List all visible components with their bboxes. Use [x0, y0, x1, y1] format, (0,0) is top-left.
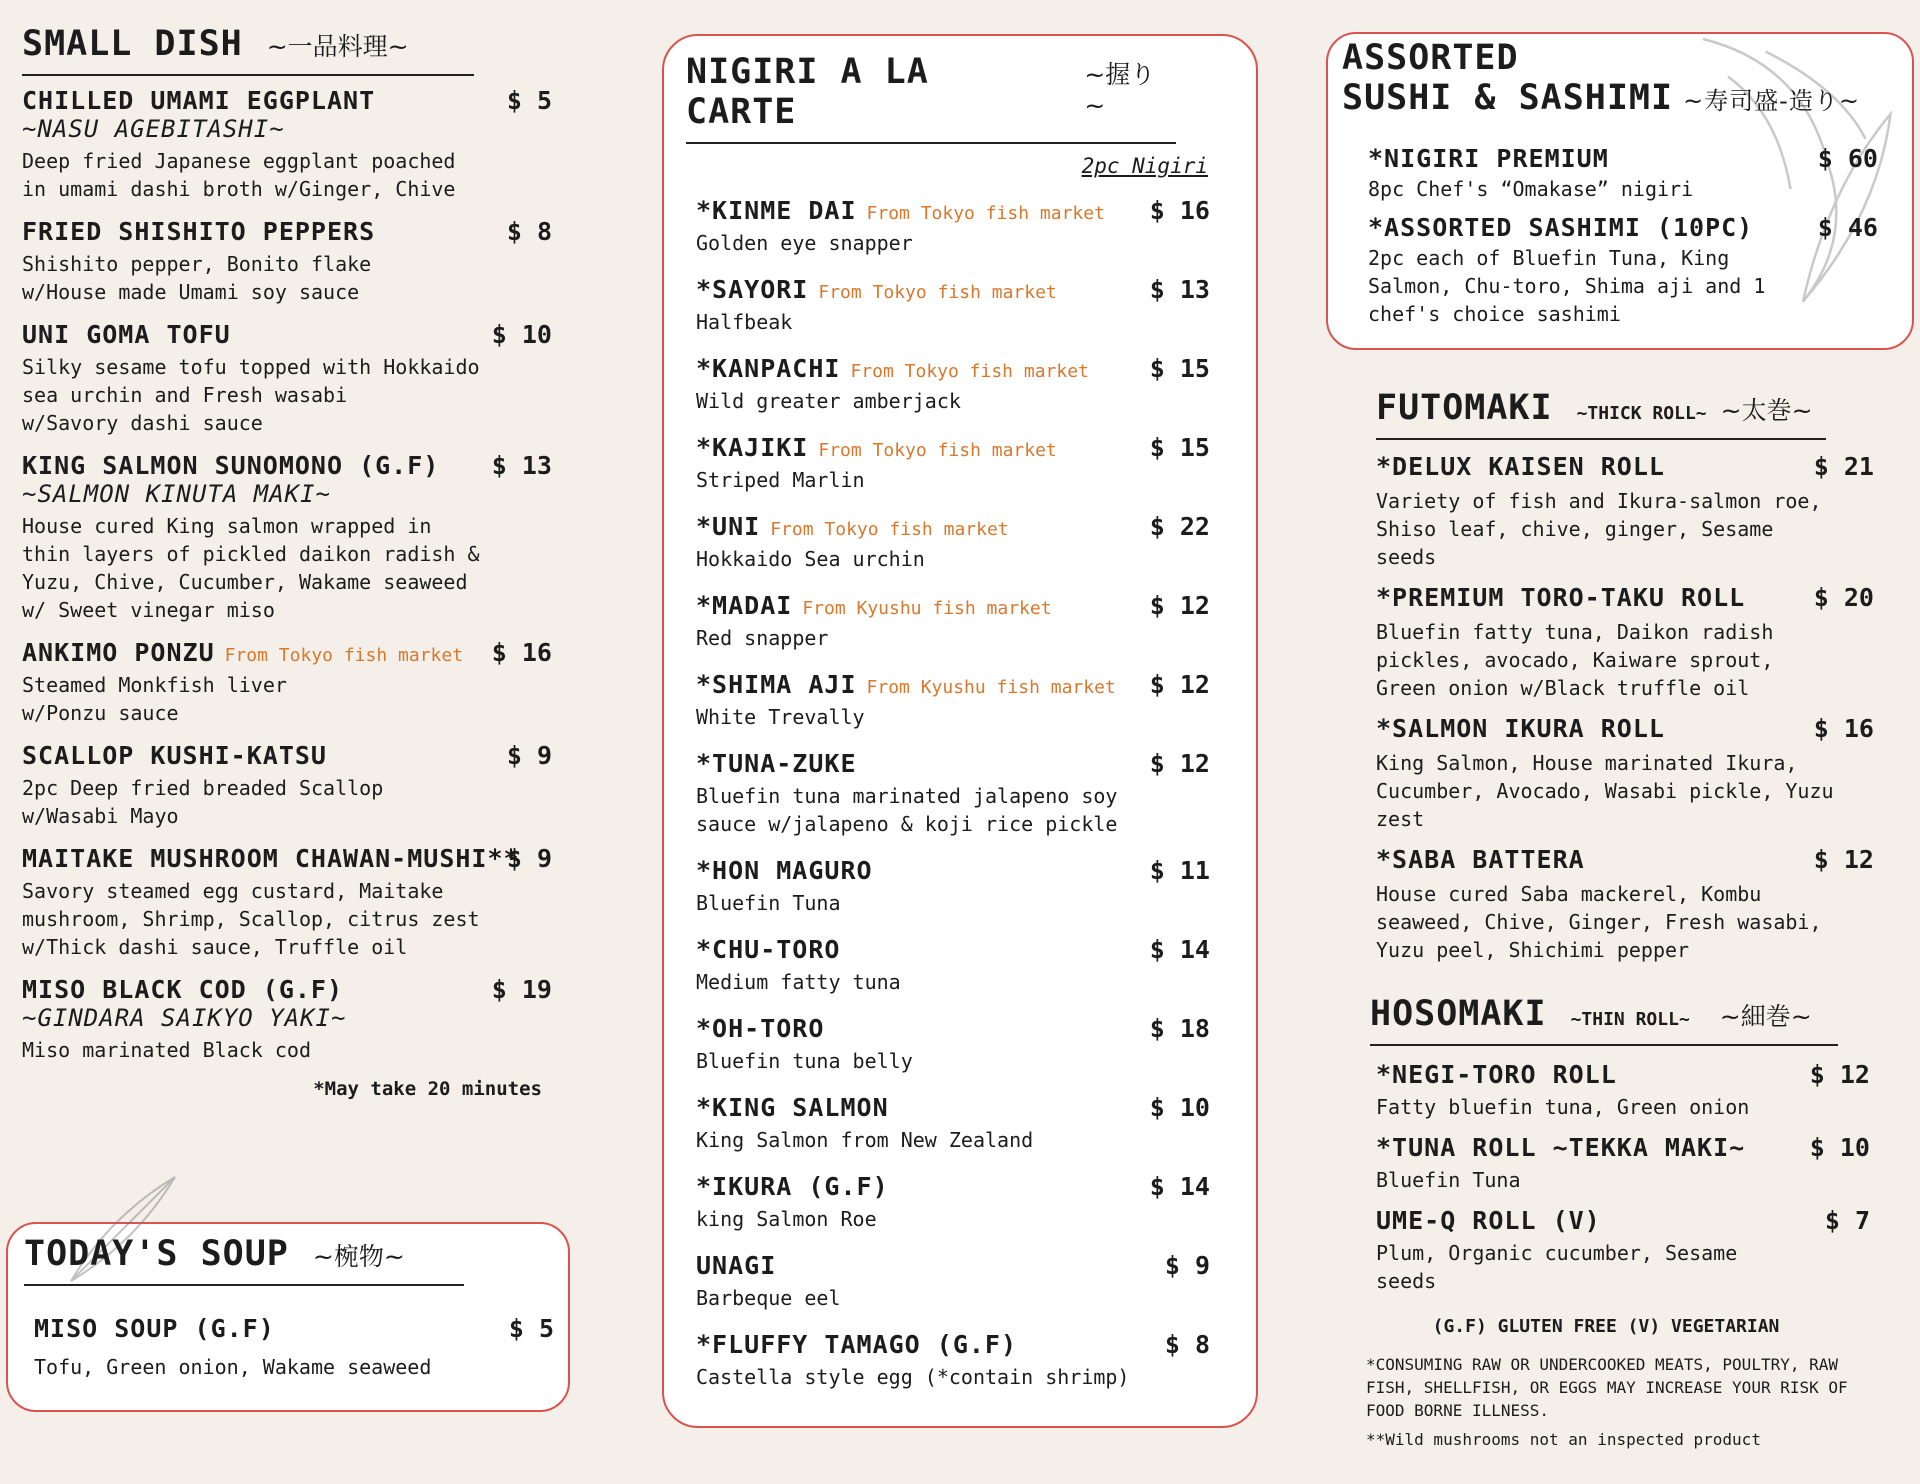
soup-item-price: $ 5	[508, 1314, 554, 1343]
description-line: Medium fatty tuna	[696, 970, 901, 994]
menu-item-name: SCALLOP KUSHI-KATSU	[22, 741, 327, 770]
description-line: Striped Marlin	[696, 468, 865, 492]
description-line: pickles, avocado, Kaiware sprout,	[1376, 648, 1774, 672]
description-line: seeds	[1376, 1269, 1437, 1293]
description-line: Deep fried Japanese eggplant poached	[22, 149, 456, 173]
menu-item-name: KING SALMON SUNOMONO (G.F)	[22, 451, 440, 480]
menu-item-price: $ 15	[1149, 433, 1210, 462]
menu-item-name: *KINME DAI From Tokyo fish market	[696, 196, 1105, 225]
description-line: sauce w/jalapeno & koji rice pickle	[696, 812, 1118, 836]
menu-item-price: $ 14	[1149, 1172, 1210, 1201]
description-line: Green onion w/Black truffle oil	[1376, 676, 1750, 700]
futomaki-sub: ~THICK ROLL~	[1576, 403, 1707, 424]
fish-market-label: From Kyushu fish market	[802, 598, 1052, 619]
description-line: Bluefin tuna marinated jalapeno soy	[696, 784, 1118, 808]
menu-item-price: $ 19	[491, 975, 552, 1004]
menu-item-name: *IKURA (G.F)	[696, 1172, 889, 1201]
fish-market-label: From Tokyo fish market	[224, 645, 464, 666]
description-line: Bluefin tuna belly	[696, 1049, 913, 1073]
menu-item	[22, 320, 552, 437]
menu-item-price: $ 7	[1824, 1206, 1870, 1235]
description-line: Variety of fish and Ikura-salmon roe,	[1376, 489, 1822, 513]
menu-item-description	[696, 387, 1210, 415]
menu-item-name: *KING SALMON	[696, 1093, 889, 1122]
assorted-list	[1368, 144, 1878, 338]
menu-item-name: *SALMON IKURA ROLL	[1376, 714, 1665, 743]
small-dish-note: *May take 20 minutes	[313, 1078, 542, 1100]
menu-item-name: CHILLED UMAMI EGGPLANT	[22, 86, 376, 115]
description-line: Steamed Monkfish liver	[22, 673, 287, 697]
description-line: Miso marinated Black cod	[22, 1038, 311, 1062]
menu-item-name: MISO BLACK COD (G.F)	[22, 975, 344, 1004]
menu-item	[696, 354, 1210, 415]
menu-item-description	[1376, 618, 1874, 702]
menu-item-price: $ 11	[1149, 856, 1210, 885]
menu-item-description	[1376, 487, 1874, 571]
menu-item-description	[22, 1036, 552, 1064]
description-line: chef's choice sashimi	[1368, 302, 1621, 326]
fish-market-label: From Tokyo fish market	[818, 282, 1057, 303]
menu-item-description	[22, 250, 552, 306]
menu-item-name: *ASSORTED SASHIMI (10PC)	[1368, 213, 1754, 242]
menu-item	[22, 844, 552, 961]
soup-section	[6, 1222, 570, 1412]
menu-item-price: $ 20	[1813, 583, 1874, 612]
description-line: Golden eye snapper	[696, 231, 913, 255]
description-line: w/ Sweet vinegar miso	[22, 598, 275, 622]
nigiri-list	[696, 196, 1210, 1391]
menu-item	[696, 591, 1210, 652]
nigiri-header	[686, 52, 1176, 144]
menu-item-description	[22, 147, 552, 203]
description-line: House cured King salmon wrapped in	[22, 514, 432, 538]
menu-item-description	[696, 1126, 1210, 1154]
menu-item-description	[1376, 749, 1874, 833]
description-line: in umami dashi broth w/Ginger, Chive	[22, 177, 456, 201]
menu-item	[696, 856, 1210, 917]
menu-item-description	[696, 545, 1210, 573]
menu-item-name: ANKIMO PONZU From Tokyo fish market	[22, 638, 464, 667]
futomaki-list	[1376, 452, 1874, 964]
hosomaki-header	[1370, 994, 1838, 1046]
menu-item-description	[22, 877, 552, 961]
menu-item-subtitle: ~SALMON KINUTA MAKI~	[22, 480, 331, 508]
legend: (G.F) GLUTEN FREE (V) VEGETARIAN	[1432, 1316, 1780, 1337]
menu-item-name: UNAGI	[696, 1251, 777, 1280]
description-line: w/House made Umami soy sauce	[22, 280, 360, 304]
menu-item-description	[696, 889, 1210, 917]
menu-item	[1376, 1206, 1870, 1295]
description-line: Castella style egg (*contain shrimp)	[696, 1365, 1130, 1389]
menu-item	[696, 512, 1210, 573]
menu-item-description	[1368, 244, 1878, 328]
soup-jp: ~椀物~	[312, 1242, 405, 1271]
warning-line: FISH, SHELLFISH, OR EGGS MAY INCREASE YOUR RISK OF	[1366, 1378, 1848, 1397]
menu-item-price: $ 8	[1164, 1330, 1210, 1359]
menu-item-name: *FLUFFY TAMAGO (G.F)	[696, 1330, 1018, 1359]
menu-item	[696, 196, 1210, 257]
menu-item-name: UNI GOMA TOFU	[22, 320, 231, 349]
description-line: Savory steamed egg custard, Maitake	[22, 879, 444, 903]
menu-item	[1376, 583, 1874, 702]
hosomaki-jp: ~細巻~	[1719, 1002, 1812, 1031]
futomaki-jp: ~太巻~	[1720, 396, 1813, 425]
futomaki-header	[1376, 388, 1826, 440]
nigiri-section	[662, 34, 1258, 1428]
menu-item-name: *UNI From Tokyo fish market	[696, 512, 1009, 541]
small-dish-jp: ~一品料理~	[266, 32, 409, 61]
hosomaki-sub: ~THIN ROLL~	[1570, 1009, 1690, 1030]
description-line: Wild greater amberjack	[696, 389, 961, 413]
menu-item	[696, 1172, 1210, 1233]
menu-item-name: *OH-TORO	[696, 1014, 825, 1043]
warning-line: *CONSUMING RAW OR UNDERCOOKED MEATS, POULTRY, RAW	[1366, 1355, 1839, 1374]
menu-item	[696, 1251, 1210, 1312]
description-line: Salmon, Chu-toro, Shima aji and 1	[1368, 274, 1766, 298]
menu-item-price: $ 13	[491, 451, 552, 480]
description-line: Hokkaido Sea urchin	[696, 547, 925, 571]
assorted-section	[1326, 32, 1914, 350]
menu-item-description	[22, 512, 552, 624]
menu-item-description	[696, 968, 1210, 996]
menu-item-description	[696, 229, 1210, 257]
menu-item	[1376, 452, 1874, 571]
menu-item-name: *TUNA ROLL ~TEKKA MAKI~	[1376, 1133, 1746, 1162]
fish-market-label: From Tokyo fish market	[866, 203, 1105, 224]
assorted-header	[1342, 38, 1860, 121]
description-line: Plum, Organic cucumber, Sesame	[1376, 1241, 1738, 1265]
menu-item-price: $ 10	[1809, 1133, 1870, 1162]
menu-item-description	[696, 1047, 1210, 1075]
menu-item-name: *SAYORI From Tokyo fish market	[696, 275, 1057, 304]
fish-market-label: From Tokyo fish market	[850, 361, 1089, 382]
menu-item-description	[696, 703, 1210, 731]
menu-item-price: $ 13	[1149, 275, 1210, 304]
menu-item	[22, 86, 552, 203]
menu-item	[696, 935, 1210, 996]
description-line: Bluefin Tuna	[696, 891, 841, 915]
soup-item	[34, 1314, 554, 1381]
menu-item	[696, 1093, 1210, 1154]
futomaki-title: FUTOMAKI	[1376, 388, 1553, 428]
menu-item	[22, 638, 552, 727]
menu-item-name: *TUNA-ZUKE	[696, 749, 857, 778]
menu-item-description	[696, 466, 1210, 494]
menu-item	[22, 451, 552, 624]
menu-item-description	[1368, 175, 1878, 203]
nigiri-subtitle: 2pc Nigiri	[1081, 154, 1208, 178]
description-line: Halfbeak	[696, 310, 793, 334]
menu-item-price: $ 22	[1149, 512, 1210, 541]
menu-item-price: $ 12	[1809, 1060, 1870, 1089]
description-line: w/Thick dashi sauce, Truffle oil	[22, 935, 408, 959]
fish-market-label: From Kyushu fish market	[866, 677, 1116, 698]
menu-item-name: *NEGI-TORO ROLL	[1376, 1060, 1617, 1089]
menu-item-name: *KAJIKI From Tokyo fish market	[696, 433, 1057, 462]
fish-market-label: From Tokyo fish market	[818, 440, 1057, 461]
menu-item-price: $ 60	[1817, 144, 1878, 173]
menu-item-price: $ 10	[491, 320, 552, 349]
warning-line: FOOD BORNE ILLNESS.	[1366, 1401, 1550, 1420]
menu-item-price: $ 9	[506, 741, 552, 770]
menu-item-price: $ 15	[1149, 354, 1210, 383]
menu-item-price: $ 12	[1149, 591, 1210, 620]
description-line: seeds	[1376, 545, 1437, 569]
menu-item-name: *PREMIUM TORO-TAKU ROLL	[1376, 583, 1746, 612]
menu-item-subtitle: ~GINDARA SAIKYO YAKI~	[22, 1004, 347, 1032]
description-line: w/Wasabi Mayo	[22, 804, 179, 828]
futomaki-section	[1376, 388, 1876, 976]
description-line: Shishito pepper, Bonito flake	[22, 252, 372, 276]
description-line: king Salmon Roe	[696, 1207, 877, 1231]
menu-item-price: $ 9	[506, 844, 552, 873]
menu-item-description	[1376, 1093, 1870, 1121]
description-line: Shiso leaf, chive, ginger, Sesame	[1376, 517, 1774, 541]
assorted-title-line1: ASSORTED	[1342, 38, 1519, 78]
nigiri-title: NIGIRI A LA CARTE	[686, 52, 929, 132]
menu-item-description	[22, 353, 552, 437]
menu-item-price: $ 16	[1813, 714, 1874, 743]
description-line: zest	[1376, 807, 1425, 831]
menu-item-description	[1376, 880, 1874, 964]
description-line: 8pc Chef's “Omakase” nigiri	[1368, 177, 1694, 201]
assorted-jp: ~寿司盛-造り~	[1683, 87, 1860, 115]
description-line: Yuzu, Chive, Cucumber, Wakame seaweed	[22, 570, 468, 594]
small-dish-title: SMALL DISH	[22, 24, 243, 64]
description-line: House cured Saba mackerel, Kombu	[1376, 882, 1762, 906]
raw-food-warning	[1366, 1353, 1906, 1422]
description-line: 2pc Deep fried breaded Scallop	[22, 776, 384, 800]
fish-market-label: From Tokyo fish market	[770, 519, 1009, 540]
assorted-title-line2: SUSHI & SASHIMI	[1342, 78, 1674, 118]
menu-item	[1376, 714, 1874, 833]
description-line: White Trevally	[696, 705, 865, 729]
menu-item	[22, 741, 552, 830]
menu-item-description	[22, 671, 552, 727]
menu-item	[1368, 213, 1878, 328]
menu-item	[696, 433, 1210, 494]
menu-item-price: $ 16	[1149, 196, 1210, 225]
hosomaki-list	[1376, 1060, 1870, 1295]
menu-item-description	[696, 1205, 1210, 1233]
small-dish-header	[22, 24, 474, 76]
description-line: Cucumber, Avocado, Wasabi pickle, Yuzu	[1376, 779, 1834, 803]
nigiri-jp: ~握り~	[1084, 60, 1156, 120]
description-line: seaweed, Chive, Ginger, Fresh wasabi,	[1376, 910, 1822, 934]
menu-item-description	[696, 308, 1210, 336]
menu-item	[696, 275, 1210, 336]
menu-item	[696, 670, 1210, 731]
description-line: Bluefin fatty tuna, Daikon radish	[1376, 620, 1774, 644]
description-line: King Salmon, House marinated Ikura,	[1376, 751, 1798, 775]
menu-item	[696, 749, 1210, 838]
menu-item-name: *NIGIRI PREMIUM	[1368, 144, 1609, 173]
menu-item-price: $ 12	[1149, 670, 1210, 699]
menu-item	[1376, 1060, 1870, 1121]
menu-item-name: UME-Q ROLL (V)	[1376, 1206, 1601, 1235]
description-line: Red snapper	[696, 626, 829, 650]
hosomaki-section	[1370, 994, 1870, 1307]
description-line: w/Ponzu sauce	[22, 701, 179, 725]
description-line: thin layers of pickled daikon radish &	[22, 542, 480, 566]
menu-item-description	[696, 782, 1210, 838]
menu-item-description	[696, 624, 1210, 652]
description-line: 2pc each of Bluefin Tuna, King	[1368, 246, 1730, 270]
menu-item-name: MAITAKE MUSHROOM CHAWAN-MUSHI**	[22, 844, 520, 873]
menu-item-price: $ 9	[1164, 1251, 1210, 1280]
menu-item-price: $ 12	[1813, 845, 1874, 874]
description-line: w/Savory dashi sauce	[22, 411, 263, 435]
small-dish-section	[22, 24, 562, 1100]
menu-item-price: $ 46	[1817, 213, 1878, 242]
menu-item-name: *KANPACHI From Tokyo fish market	[696, 354, 1089, 383]
menu-item-name: *SHIMA AJI From Kyushu fish market	[696, 670, 1116, 699]
menu-item-description	[1376, 1239, 1870, 1295]
menu-item-subtitle: ~NASU AGEBITASHI~	[22, 115, 285, 143]
menu-item-price: $ 21	[1813, 452, 1874, 481]
menu-item	[1376, 1133, 1870, 1194]
menu-item-description	[1376, 1166, 1870, 1194]
menu-item-name: *HON MAGURO	[696, 856, 873, 885]
soup-item-name: MISO SOUP (G.F)	[34, 1314, 275, 1343]
menu-item-description	[22, 774, 552, 830]
soup-header	[24, 1234, 464, 1286]
menu-item	[22, 217, 552, 306]
menu-item-name: *SABA BATTERA	[1376, 845, 1585, 874]
menu-item-price: $ 10	[1149, 1093, 1210, 1122]
description-line: sea urchin and Fresh wasabi	[22, 383, 348, 407]
menu-item-price: $ 18	[1149, 1014, 1210, 1043]
menu-item-price: $ 16	[491, 638, 552, 667]
description-line: Bluefin Tuna	[1376, 1168, 1521, 1192]
menu-item-description	[696, 1363, 1210, 1391]
menu-item-name: FRIED SHISHITO PEPPERS	[22, 217, 376, 246]
menu-item-name: *DELUX KAISEN ROLL	[1376, 452, 1665, 481]
menu-item-description	[696, 1284, 1210, 1312]
soup-title: TODAY'S SOUP	[24, 1234, 289, 1274]
description-line: Fatty bluefin tuna, Green onion	[1376, 1095, 1750, 1119]
menu-item-price: $ 5	[506, 86, 552, 115]
menu-item	[696, 1014, 1210, 1075]
menu-item	[22, 975, 552, 1064]
hosomaki-title: HOSOMAKI	[1370, 994, 1547, 1034]
menu-item-price: $ 8	[506, 217, 552, 246]
menu-item-price: $ 14	[1149, 935, 1210, 964]
description-line: mushroom, Shrimp, Scallop, citrus zest	[22, 907, 480, 931]
menu-item-price: $ 12	[1149, 749, 1210, 778]
menu-item-name: *CHU-TORO	[696, 935, 841, 964]
footer	[1366, 1316, 1906, 1449]
menu-item	[1368, 144, 1878, 203]
menu-item-name: *MADAI From Kyushu fish market	[696, 591, 1052, 620]
menu-item	[696, 1330, 1210, 1391]
menu-item	[1376, 845, 1874, 964]
description-line: Silky sesame tofu topped with Hokkaido	[22, 355, 480, 379]
description-line: Yuzu peel, Shichimi pepper	[1376, 938, 1690, 962]
small-dish-list	[22, 86, 552, 1064]
description-line: King Salmon from New Zealand	[696, 1128, 1034, 1152]
mushroom-note: **Wild mushrooms not an inspected product	[1366, 1430, 1761, 1449]
description-line: Barbeque eel	[696, 1286, 841, 1310]
soup-item-desc: Tofu, Green onion, Wakame seaweed	[34, 1355, 432, 1379]
